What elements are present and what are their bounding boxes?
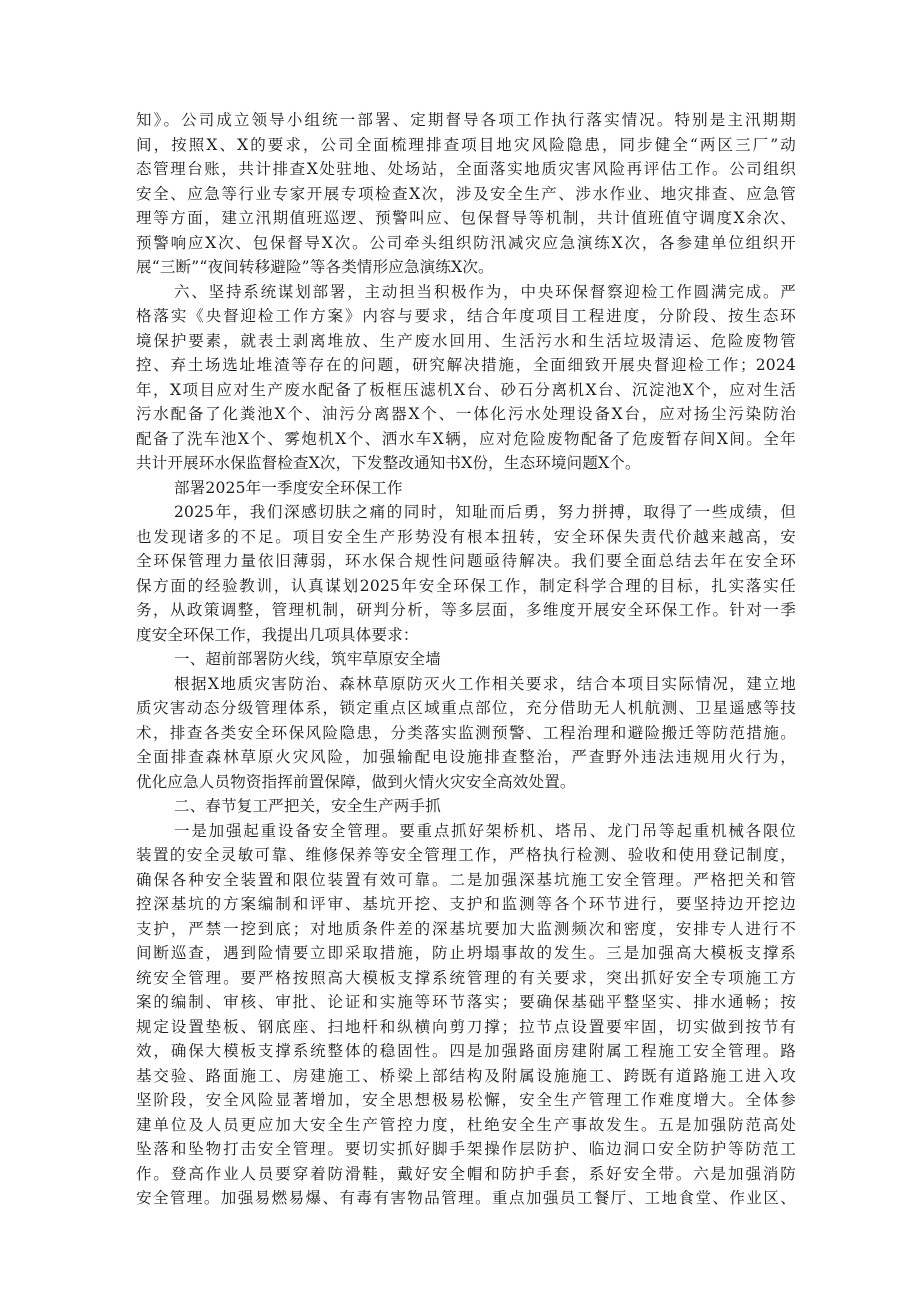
text-line: 坠落和坠物打击安全管理。要切实抓好脚手架操作层防护、临边洞口安全防护等防范工	[136, 1140, 796, 1158]
text-line: 预警响应X次、包保督导X次。公司牵头组织防汛减灾应急演练X次，各参建单位组织开	[136, 233, 796, 252]
text-line: 全面排查森林草原火灾风险，加强输配电设施排查整治，严查野外违法违规用火行为，	[136, 748, 796, 766]
text-line: 境保护要素，就表土剥离堆放、生产废水回用、生活污水和生活垃圾清运、危险废物管	[136, 331, 796, 350]
text-line: 度安全环保工作，我提出几项具体要求：	[136, 625, 419, 644]
document-page	[136, 108, 796, 1211]
text-line: 六、坚持系统谋划部署，主动担当积极作为，中央环保督察迎检工作圆满完成。严	[174, 282, 796, 301]
text-line: 安全管理。加强易燃易爆、有毒有害物品管理。重点加强员工餐厅、工地食堂、作业区、	[136, 1189, 796, 1207]
text-line: 展“三断”“夜间转移避险”等各类情形应急演练X次。	[136, 258, 494, 276]
text-line: 2025年，我们深感切肤之痛的同时，知耻而后勇，努力拼搏，取得了一些成绩，但	[174, 503, 796, 521]
text-line: 一、超前部署防火线，筑牢草原安全墙	[174, 650, 441, 668]
text-line: 理等方面，建立汛期值班巡逻、预警叫应、包保督导等机制，共计值班值守调度X余次、	[136, 209, 796, 227]
text-line: 规定设置垫板、钢底座、扫地杆和纵横向剪刀撑；拉节点设置要牢固，切实做到按节有	[136, 1017, 796, 1036]
text-line: 全环保管理力量依旧薄弱，环水保合规性问题亟待解决。我们要全面总结去年在安全环	[136, 552, 796, 570]
text-line: 优化应急人员物资指挥前置保障，做到火情火灾安全高效处置。	[136, 772, 576, 791]
text-line: 年，X项目应对生产废水配备了板框压滤机X台、砂石分离机X台、沉淀池X个，应对生活	[136, 380, 796, 399]
text-line: 案的编制、审核、审批、论证和实施等环节落实；要确保基础平整坚实、排水通畅；按	[136, 993, 796, 1011]
text-line: 统安全管理。要严格按照高大模板支撑系统管理的有关要求，突出抓好安全专项施工方	[136, 968, 796, 987]
text-line: 质灾害动态分级管理体系，锁定重点区域重点部位，充分借助无人机航测、卫星遥感等技	[136, 699, 796, 717]
text-line: 基交验、路面施工、房建施工、桥梁上部结构及附属设施施工、跨既有道路施工进入攻	[136, 1066, 796, 1085]
text-line: 保方面的经验教训，认真谋划2025年安全环保工作，制定科学合理的目标，扎实落实任	[136, 576, 796, 595]
text-line: 间断巡查，遇到险情要立即采取措施，防止坍塌事故的发生。三是加强高大模板支撑系	[136, 944, 796, 962]
text-line: 一是加强起重设备安全管理。要重点抓好架桥机、塔吊、龙门吊等起重机械各限位	[174, 821, 796, 840]
text-line: 根据X地质灾害防治、森林草原防灭火工作相关要求，结合本项目实际情况，建立地	[174, 674, 796, 693]
text-line: 格落实《央督迎检工作方案》内容与要求，结合年度项目工程进度，分阶段、按生态环	[136, 307, 796, 325]
text-line: 装置的安全灵敏可靠、维修保养等安全管理工作，严格执行检测、验收和使用登记制度，	[136, 846, 796, 864]
text-line: 态管理台账，共计排查X处驻地、处场站，全面落实地质灾害风险再评估工作。公司组织	[136, 160, 796, 178]
text-line: 部署2025年一季度安全环保工作	[174, 478, 403, 497]
text-line: 效，确保大模板支撑系统整体的稳固性。四是加强路面房建附属工程施工安全管理。路	[136, 1042, 796, 1060]
text-line: 间，按照X、X的要求，公司全面梳理排查项目地灾风险隐患，同步健全“两区三厂”动	[136, 135, 796, 154]
text-line: 术，排查各类安全环保风险隐患，分类落实监测预警、工程治理和避险搬迁等防范措施。	[136, 723, 796, 742]
text-line: 作。登高作业人员要穿着防滑鞋，戴好安全帽和防护手套，系好安全带。六是加强消防	[136, 1164, 796, 1183]
text-line: 支护，严禁一挖到底；对地质条件差的深基坑要加大监测频次和密度，安排专人进行不	[136, 919, 796, 938]
text-line: 配备了洗车池X个、雾炮机X个、洒水车X辆，应对危险废物配备了危废暂存间X间。全年	[136, 429, 796, 448]
text-line: 污水配备了化粪池X个、油污分离器X个、一体化污水处理设备X台，应对扬尘污染防治	[136, 405, 796, 423]
text-line: 控、弃土场选址堆渣等存在的问题，研究解决措施，全面细致开展央督迎检工作；2024	[136, 356, 796, 374]
text-line: 共计开展环水保监督检查X次，下发整改通知书X份，生态环境问题X个。	[136, 454, 641, 472]
text-line: 建单位及人员更应加大安全生产管控力度，杜绝安全生产事故发生。五是加强防范高处	[136, 1115, 796, 1134]
text-line: 控深基坑的方案编制和评审、基坑开挖、支护和监测等各个环节进行，要坚持边开挖边	[136, 895, 796, 913]
text-line: 安全、应急等行业专家开展专项检查X次，涉及安全生产、涉水作业、地灾排查、应急管	[136, 184, 796, 203]
text-line: 知》。公司成立领导小组统一部署、定期督导各项工作执行落实情况。特别是主汛期期	[136, 111, 796, 129]
text-line: 也发现诸多的不足。项目安全生产形势没有根本扭转，安全环保失责代价越来越高，安	[136, 527, 796, 546]
text-line: 坚阶段，安全风险显著增加，安全思想极易松懈，安全生产管理工作难度增大。全体参	[136, 1091, 796, 1109]
text-line: 二、春节复工严把关，安全生产两手抓	[174, 797, 441, 815]
text-line: 确保各种安全装置和限位装置有效可靠。二是加强深基坑施工安全管理。严格把关和管	[136, 870, 796, 889]
text-line: 务，从政策调整，管理机制，研判分析，等多层面，多维度开展安全环保工作。针对一季	[136, 601, 796, 619]
